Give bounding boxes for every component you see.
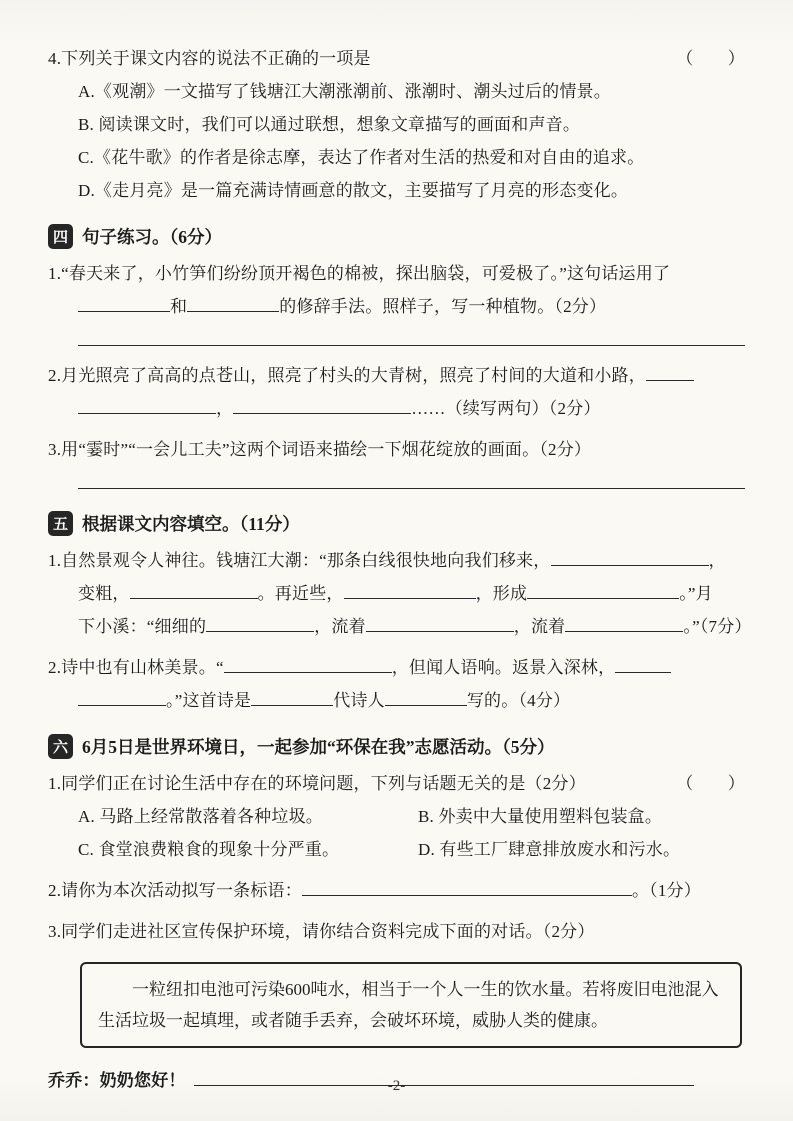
sec4-q2-line2-end: ……（续写两句）（2分）	[411, 399, 601, 418]
sec6-q1-option-b: B. 外卖中大量使用塑料包装盒。	[418, 807, 663, 826]
blank-line	[78, 329, 745, 346]
blank-line	[130, 581, 258, 599]
sec6-q1-options-row1	[48, 800, 745, 833]
section-5-header	[48, 506, 745, 540]
blank-line	[565, 614, 683, 632]
blank-line	[78, 294, 170, 312]
sec5-q1-line2-b: 。再近些，	[257, 584, 344, 603]
dialog-speaker: 乔乔：奶奶您好！	[48, 1071, 186, 1090]
blank-line	[78, 688, 166, 706]
question-4-option-d: D.《走月亮》是一篇充满诗情画意的散文，主要描写了月亮的形态变化。	[78, 181, 629, 200]
sec6-q1-option-d: D. 有些工厂肆意排放废水和污水。	[418, 840, 681, 859]
sec5-q1-line2-d: 。”月	[679, 584, 713, 603]
question-4-stem: 4.下列关于课文内容的说法不正确的一项是	[48, 49, 371, 68]
sec5-q1-line3-c: ，流着	[513, 617, 566, 636]
sec4-q2-line1-text: 2.月光照亮了高高的点苍山，照亮了村头的大青树，照亮了村间的大道和小路，	[48, 366, 646, 385]
sec6-q1-option-c: C. 食堂浪费粮食的现象十分严重。	[78, 840, 340, 859]
sec4-q1-line2-end: 的修辞手法。照样子，写一种植物。（2分）	[279, 297, 607, 316]
sec5-q1-line1-b: ，	[708, 551, 726, 570]
sec5-q2-line1-a: 2.诗中也有山林美景。“	[48, 658, 224, 677]
blank-line	[302, 878, 632, 896]
blank-line	[78, 472, 745, 489]
sec5-q2-line2-b: 代诗人	[333, 691, 385, 710]
section-6-title: 6月5日是世界环境日，一起参加“环保在我”志愿活动。（5分）	[82, 736, 555, 757]
sec6-q1-stem: 1.同学们正在讨论生活中存在的环境问题，下列与话题无关的是（2分）	[48, 774, 586, 793]
sec5-q1-line2-c: ，形成	[475, 584, 528, 603]
sec5-q2-line1-b: ，但闻人语响。返景入深林，	[391, 658, 616, 677]
sec5-q1-line1	[48, 544, 745, 577]
sec4-q2-line1	[48, 359, 745, 392]
blank-line	[251, 688, 333, 706]
blank-line	[527, 581, 679, 599]
sec5-q2-line2	[48, 684, 745, 717]
sec5-q2-line2-c: 写的。（4分）	[466, 691, 571, 710]
blank-line	[615, 655, 671, 673]
sec4-q1-answer-line	[48, 329, 745, 351]
question-4-option-c: C.《花牛歌》的作者是徐志摩，表达了作者对生活的热爱和对自由的追求。	[78, 148, 645, 167]
sec6-q1-option-a: A. 马路上经常散落着各种垃圾。	[78, 807, 323, 826]
sec6-q1	[48, 767, 745, 800]
sec6-q1-answer-bracket: （ ）	[676, 774, 745, 793]
section-5-title: 根据课文内容填空。（11分）	[82, 513, 300, 534]
blank-line	[224, 655, 392, 673]
blank-line	[233, 396, 411, 414]
blank-line	[187, 294, 279, 312]
sec4-q3-line: 3.用“霎时”“一会儿工夫”这两个词语来描绘一下烟花绽放的画面。（2分）	[48, 440, 592, 459]
sec4-q1-line2	[48, 290, 745, 323]
section-6-badge: 六	[48, 734, 73, 759]
sec6-q1-options-row2	[48, 833, 745, 866]
sec5-q1-line3-b: ，流着	[314, 617, 366, 636]
section-5-badge: 五	[48, 511, 73, 536]
blank-line	[206, 614, 314, 632]
blank-line	[385, 688, 467, 706]
question-4-option-b: B. 阅读课文时，我们可以通过联想，想象文章描写的画面和声音。	[78, 115, 581, 134]
sec5-q1-line1-a: 1.自然景观令人神往。钱塘江大潮：“那条白线很快地向我们移来，	[48, 551, 551, 570]
question-4-answer-bracket: （ ）	[676, 49, 745, 68]
sec6-q2-line	[48, 874, 745, 907]
sec5-q2-line2-a: 。”这首诗是	[166, 691, 252, 710]
sec4-q3-answer-line	[48, 472, 745, 494]
sec5-q1-line3	[48, 610, 752, 643]
section-4-badge: 四	[48, 224, 73, 249]
sec6-q2-end: 。（1分）	[631, 881, 701, 900]
blank-line	[551, 548, 709, 566]
section-4-header	[48, 219, 745, 253]
sec5-q1-line2-a: 变粗，	[78, 584, 130, 603]
sec6-q3-line: 3.同学们走进社区宣传保护环境，请你结合资料完成下面的对话。（2分）	[48, 922, 595, 941]
section-6-header	[48, 729, 745, 763]
sec5-q1-line2	[48, 577, 745, 610]
sec4-q1-line1: 1.“春天来了，小竹笋们纷纷顶开褐色的棉被，探出脑袋，可爱极了。”这句话运用了	[48, 264, 671, 283]
sec5-q1-line3-a: 下小溪：“细细的	[78, 617, 207, 636]
sec4-q1-line2-mid: 和	[170, 297, 188, 316]
blank-line	[78, 396, 216, 414]
sec5-q2-line1	[48, 651, 745, 684]
info-box: 一粒纽扣电池可污染600吨水，相当于一个人一生的饮水量。若将废旧电池混入生活垃圾一起填埋，或者随手丢弃，会破坏环境，威胁人类的健康。	[80, 962, 742, 1048]
section-4-title: 句子练习。（6分）	[82, 226, 222, 247]
sec5-q1-line3-d: 。”（7分）	[683, 617, 752, 636]
sec6-q2-text: 2.请你为本次活动拟写一条标语：	[48, 881, 302, 900]
question-4	[48, 42, 745, 75]
blank-line	[646, 363, 694, 381]
page-number: -2-	[387, 1078, 406, 1094]
blank-line	[344, 581, 476, 599]
sec4-q2-line2-comma: ，	[216, 399, 234, 418]
sec4-q2-line2	[48, 392, 745, 425]
question-4-option-a: A.《观潮》一文描写了钱塘江大潮涨潮前、涨潮时、潮头过后的情景。	[78, 82, 611, 101]
blank-line	[366, 614, 514, 632]
